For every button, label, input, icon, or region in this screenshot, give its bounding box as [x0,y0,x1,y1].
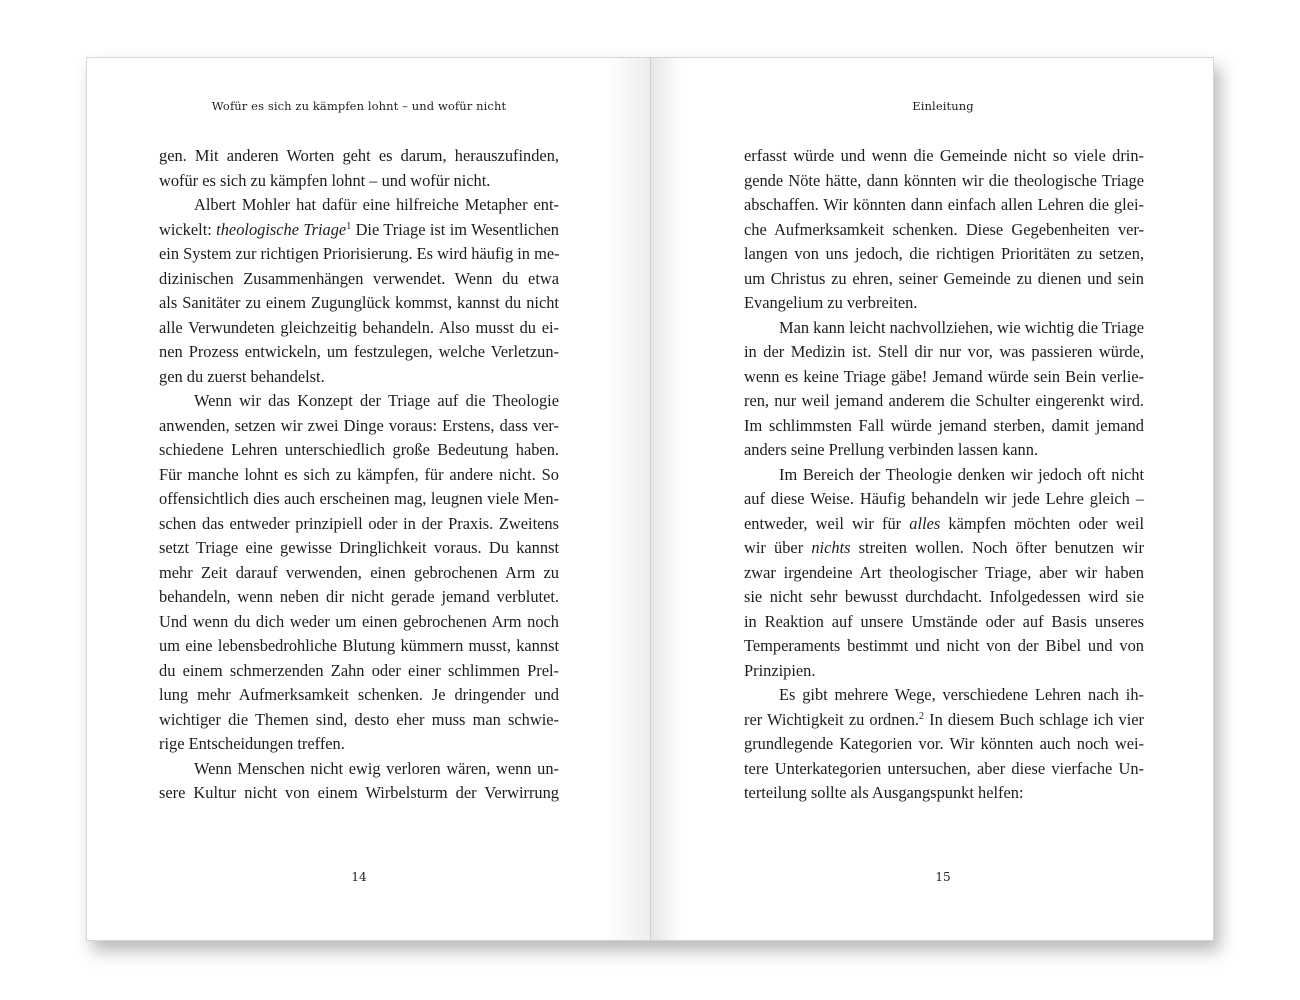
text-line: anwenden, setzen wir zwei Dinge voraus: Erstens, dass ver- [159,415,559,435]
text-line: entweder, weil wir für alles kämpfen möchten oder weil [744,513,1144,533]
text-line: ren, nur weil jemand anderem die Schulter eingerenkt wird. [744,391,1144,410]
text-line: schen das entweder prinzipiell oder in der Praxis. Zweitens [159,513,559,533]
text-line: Prinzipien. [744,660,816,680]
text-line: wofür es sich zu kämpfen lohnt – und wofür nicht. [159,170,491,190]
text-line: Wenn wir das Konzept der Triage auf die Theologie [194,391,559,410]
text-line: wenn es keine Triage gäbe! Jemand würde sein Bein verlie- [744,366,1144,386]
text-line: sie nicht sehr bewusst durchdacht. Infolgedessen wird sie [744,587,1144,606]
text-line: rige Entscheidungen treffen. [159,734,345,753]
text-line: Evangelium zu verbreiten. [744,293,918,312]
text-line: behandeln, wenn neben dir nicht gerade jemand verblutet. [159,587,559,606]
text-line: sere Kultur nicht von einem Wirbelsturm der Verwirrung [159,783,559,802]
text-line: ein System zur richtigen Priorisierung. Es wird häufig in me- [159,244,560,263]
body-text [744,144,1144,806]
page-number: 15 [935,870,951,884]
right-page [650,57,1214,941]
text-line: che Aufmerksamkeit schenken. Diese Gegebenheiten ver- [744,219,1144,239]
italic-term: alles [909,513,941,533]
running-head: Wofür es sich zu kämpfen lohnt – und wofür nicht [211,99,507,113]
text-line: wir über nichts streiten wollen. Noch öfter benutzen wir [744,538,1144,557]
text-line: nen Prozess entwickeln, um festzulegen, welche Verletzun- [159,342,559,361]
text-line: Es gibt mehrere Wege, verschiedene Lehren nach ih- [779,685,1144,704]
footnote-ref: 1 [346,220,352,232]
text-line: erfasst würde und wenn die Gemeinde nicht so viele drin- [744,146,1144,165]
footnote-ref: 2 [919,710,925,722]
text-line: abschaffen. Wir könnten dann einfach allen Lehren die glei- [744,195,1144,214]
text-line: Man kann leicht nachvollziehen, wie wichtig die Triage [779,317,1145,337]
italic-term: theologische Triage [216,219,347,239]
text-line: dizinischen Zusammenhängen verwendet. Wenn du etwa [159,268,559,288]
text-line: Und wenn du dich weder um einen gebrochenen Arm noch [159,611,559,631]
body-text [159,144,559,806]
text-line: tere Unterkategorien untersuchen, aber diese vierfache Un- [744,758,1144,778]
italic-term: nichts [811,538,851,557]
text-line: zwar irgendeine Art theologischer Triage, aber wir haben [744,562,1144,582]
text-line: wickelt: theologische Triage$^1$ Die Triage ist im Wesentlichen [159,219,559,239]
text-line: alle Verwundeten gleichzeitig behandeln. Also musst du ei- [159,317,559,337]
text-line: Im schlimmsten Fall würde jemand sterben, damit jemand [744,415,1144,435]
text-line: gen. Mit anderen Worten geht es darum, herauszufinden, [159,146,559,165]
text-line: schiedene Lehren unterschiedlich große Bedeutung haben. [159,440,559,459]
text-line: Temperaments bestimmt und nicht von der Bibel und von [744,636,1144,655]
text-line: gen du zuerst behandelst. [159,366,325,386]
text-line: Wenn Menschen nicht ewig verloren wären, wenn un- [194,758,559,778]
text-line: Albert Mohler hat dafür eine hilfreiche Metapher ent- [194,195,559,214]
text-line: in der Medizin ist. Stell dir nur vor, was passieren würde, [744,342,1144,361]
text-line: offensichtlich dies auch erscheinen mag, leugnen viele Men- [159,489,559,508]
text-line: in Reaktion auf unsere Umstände oder auf Basis unseres [744,611,1144,631]
text-line: als Sanitäter zu einem Zugunglück kommst, kannst du nicht [159,293,559,312]
running-head: Einleitung [912,99,974,113]
book-spread [86,57,1214,941]
text-line: Im Bereich der Theologie denken wir jedoch oft nicht [779,464,1144,484]
text-line: anders seine Prellung verbinden lassen kann. [744,440,1039,459]
text-line: rer Wichtigkeit zu ordnen.$^2$ In diesem Buch schlage ich vier [744,709,1144,729]
text-line: um Christus zu ehren, seiner Gemeinde zu dienen und sein [744,268,1144,288]
text-line: um eine lebensbedrohliche Blutung kümmern musst, kannst [159,636,559,655]
page-number: 14 [351,870,367,884]
text-line: auf diese Weise. Häufig behandeln wir jede Lehre gleich – [744,489,1144,508]
text-line: du einem schmerzenden Zahn oder einer schlimmen Prel- [159,660,559,680]
text-line: terteilung sollte als Ausgangspunkt helfen: [744,783,1024,802]
text-line: wichtiger die Themen sind, desto eher muss man schwie- [159,709,559,729]
text-line: grundlegende Kategorien vor. Wir könnten auch noch wei- [744,734,1144,753]
text-line: mehr Zeit darauf verwenden, einen gebrochenen Arm zu [159,562,559,582]
text-line: gende Nöte hätte, dann könnten wir die theologische Triage [744,170,1144,190]
left-page [86,57,651,941]
text-line: langen von uns jedoch, die richtigen Prioritäten zu setzen, [744,244,1144,263]
text-line: Für manche lohnt es sich zu kämpfen, für andere nicht. So [159,464,559,484]
text-line: setzt Triage eine gewisse Dringlichkeit voraus. Du kannst [159,538,559,557]
text-line: lung mehr Aufmerksamkeit schenken. Je dringender und [159,685,559,704]
